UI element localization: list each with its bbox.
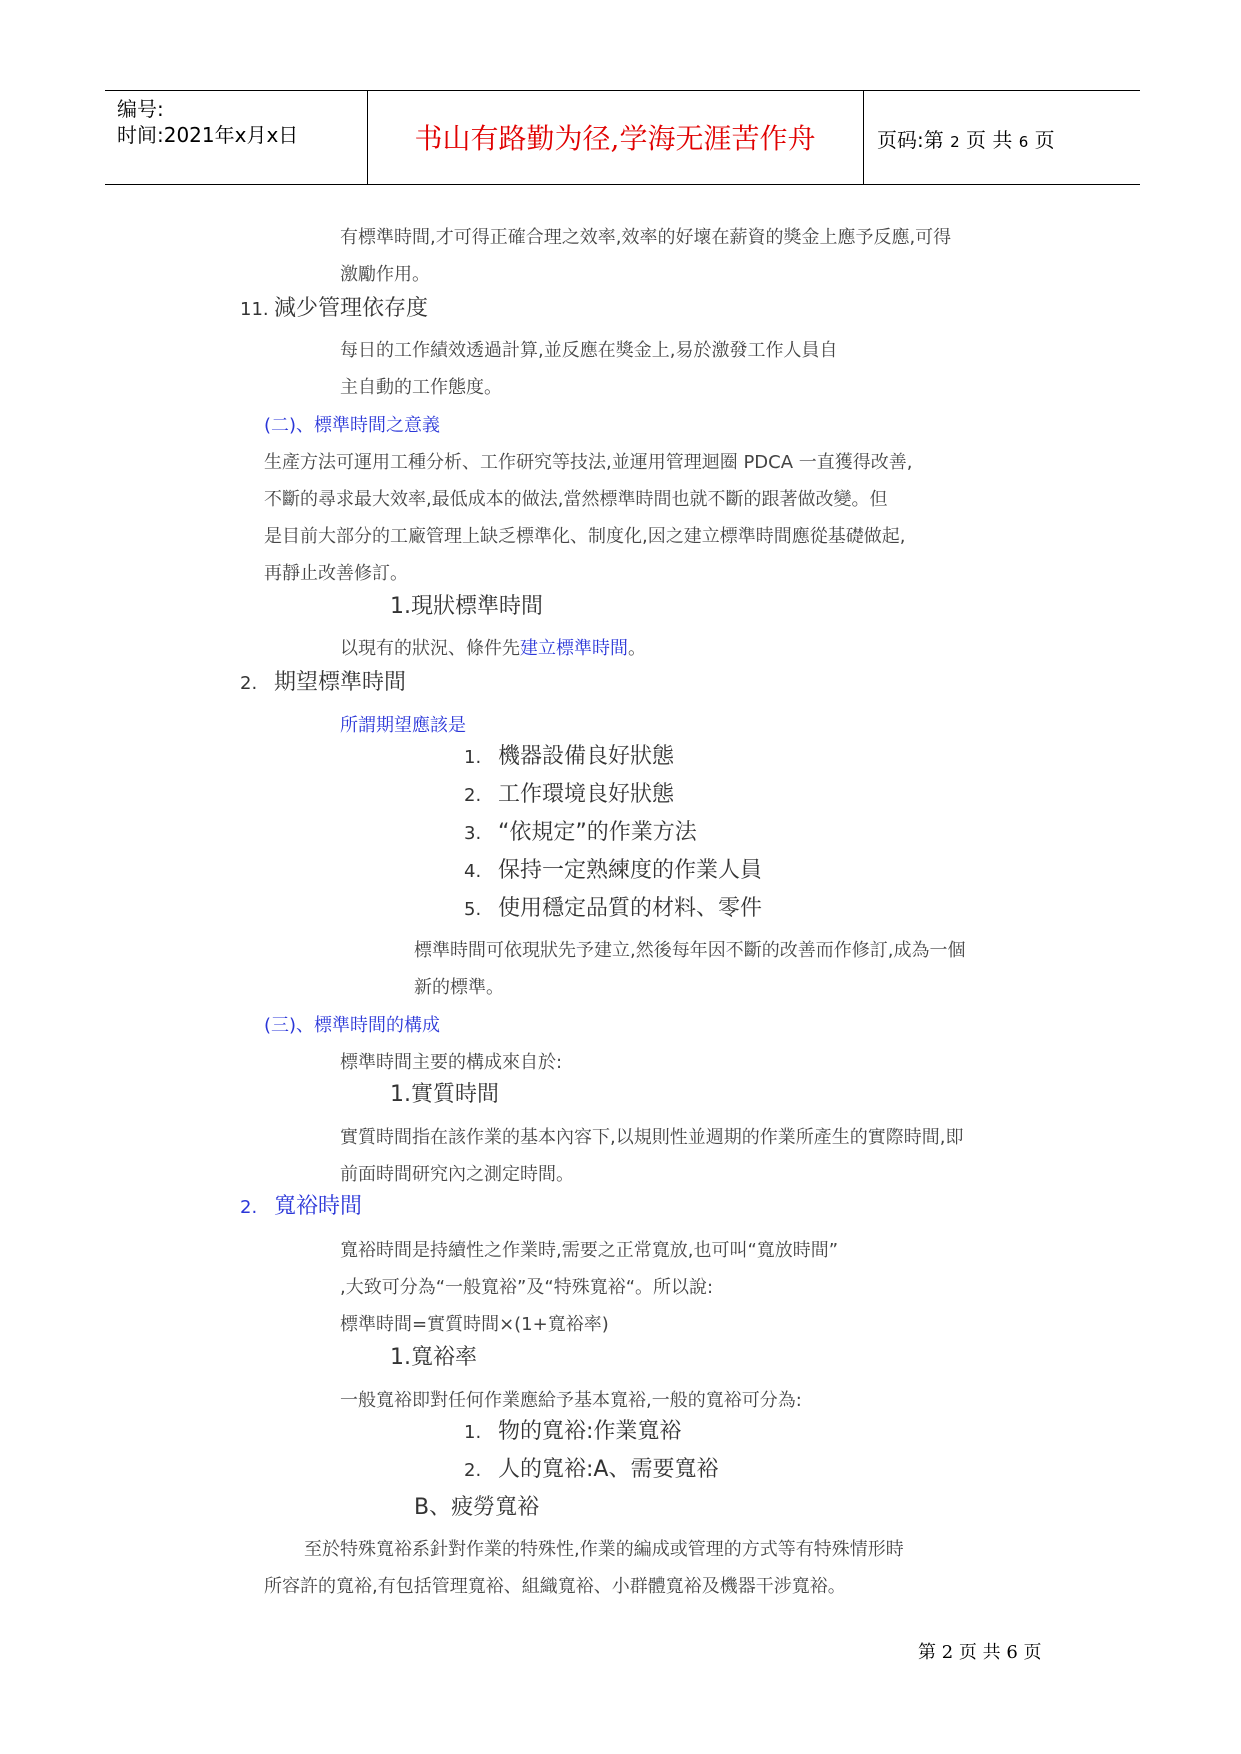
page-indicator (877, 124, 1055, 153)
list-item (464, 777, 674, 808)
paragraph-line: 不斷的尋求最大效率,最低成本的做法,當然標準時間也就不斷的跟著做改變。但 (264, 489, 888, 510)
list-number: 2. (240, 673, 258, 694)
list-text: 人的寬裕:A、需要寬裕 (498, 1457, 719, 1482)
paragraph-line: 所容許的寬裕,有包括管理寬裕、組織寬裕、小群體寬裕及機器干涉寬裕。 (264, 1576, 846, 1597)
text-segment: 。 (628, 638, 646, 659)
list-number: 2. (464, 1460, 482, 1481)
paragraph-line: ,大致可分為“一般寬裕”及“特殊寬裕“。所以說: (340, 1277, 714, 1298)
list-subitem: B、疲勞寬裕 (414, 1495, 540, 1520)
subheading: 1.現狀標準時間 (390, 594, 543, 619)
list-text: 工作環境良好狀態 (498, 782, 675, 807)
list-item (464, 739, 674, 770)
list-text: 機器設備良好狀態 (498, 744, 675, 769)
paragraph-line: 實質時間指在該作業的基本內容下,以規則性並週期的作業所產生的實際時間,即 (340, 1127, 964, 1148)
paragraph-line: 有標準時間,才可得正確合理之效率,效率的好壞在薪資的獎金上應予反應,可得 (340, 227, 952, 248)
list-item (464, 853, 762, 884)
list-number: 11. (240, 299, 269, 320)
header-page-cell (863, 91, 1140, 184)
page-total: 6 (1018, 133, 1029, 151)
list-number: 3. (464, 823, 482, 844)
list-number: 1. (464, 747, 482, 768)
list-item-allowance-time (240, 1189, 362, 1220)
page-footer: 第 2 页 共 6 页 (918, 1642, 1042, 1663)
list-item-11 (240, 291, 428, 322)
list-text: 寬裕時間 (274, 1194, 363, 1219)
serial-label: 编号: (117, 97, 164, 121)
paragraph-line: 一般寬裕即對任何作業應給予基本寬裕,一般的寬裕可分為: (340, 1390, 802, 1411)
list-number: 2. (240, 1197, 258, 1218)
page-prefix: 页码:第 (877, 128, 944, 152)
paragraph-line: 是目前大部分的工廠管理上缺乏標準化、制度化,因之建立標準時間應從基礎做起, (264, 526, 906, 547)
header-meta-cell (105, 91, 368, 184)
paragraph-line (340, 634, 646, 660)
section-heading: (二)、標準時間之意義 (264, 415, 441, 436)
subheading: 1.實質時間 (390, 1082, 499, 1107)
list-number: 2. (464, 785, 482, 806)
paragraph-line: 每日的工作績效透過計算,並反應在獎金上,易於激發工作人員自 (340, 340, 838, 361)
list-text: “依規定”的作業方法 (498, 820, 697, 845)
list-number: 4. (464, 861, 482, 882)
list-item (464, 815, 697, 846)
paragraph-line: 前面時間研究內之測定時間。 (340, 1164, 574, 1185)
paragraph-line: 新的標準。 (414, 977, 504, 998)
list-text: 保持一定熟練度的作業人員 (498, 858, 763, 883)
paragraph-line: 寬裕時間是持續性之作業時,需要之正常寬放,也可叫“寬放時間” (340, 1240, 839, 1261)
paragraph-line: 生產方法可運用工種分析、工作研究等技法,並運用管理迴圈 PDCA 一直獲得改善, (264, 452, 913, 473)
paragraph-line: 標準時間可依現狀先予建立,然後每年因不斷的改善而作修訂,成為一個 (414, 940, 966, 961)
formula-line: 標準時間=實質時間×(1+寬裕率) (340, 1314, 609, 1335)
page-header (105, 90, 1140, 185)
paragraph-line: 再靜止改善修訂。 (264, 563, 408, 584)
text-segment: 以現有的狀況、條件先 (340, 638, 520, 659)
list-item-2 (240, 665, 406, 696)
subheading: 1.寬裕率 (390, 1345, 477, 1370)
time-label: 时间:2021年x月x日 (117, 123, 299, 147)
page-number: 2 (950, 133, 960, 151)
list-item (464, 1414, 681, 1445)
page-mid: 页 共 (966, 128, 1013, 152)
paragraph-line: 主自動的工作態度。 (340, 377, 502, 398)
list-text: 使用穩定品質的材料、零件 (498, 896, 763, 921)
list-text: 期望標準時間 (274, 670, 407, 695)
paragraph-line: 所謂期望應該是 (340, 715, 466, 736)
list-number: 5. (464, 899, 482, 920)
list-item (464, 1452, 718, 1483)
paragraph-line: 至於特殊寬裕系針對作業的特殊性,作業的編成或管理的方式等有特殊情形時 (304, 1539, 904, 1560)
list-item (464, 891, 762, 922)
motto: 书山有路勤为径,学海无涯苦作舟 (414, 122, 816, 155)
list-number: 1. (464, 1422, 482, 1443)
section-heading: (三)、標準時間的構成 (264, 1015, 441, 1036)
paragraph-line: 激勵作用。 (340, 264, 430, 285)
list-text: 物的寬裕:作業寬裕 (498, 1419, 682, 1444)
paragraph-line: 標準時間主要的構成來自於: (340, 1052, 563, 1073)
header-motto-cell (367, 91, 864, 184)
list-text: 減少管理依存度 (274, 296, 429, 321)
text-segment-highlight: 建立標準時間 (520, 638, 628, 659)
page-suffix: 页 (1034, 128, 1055, 152)
